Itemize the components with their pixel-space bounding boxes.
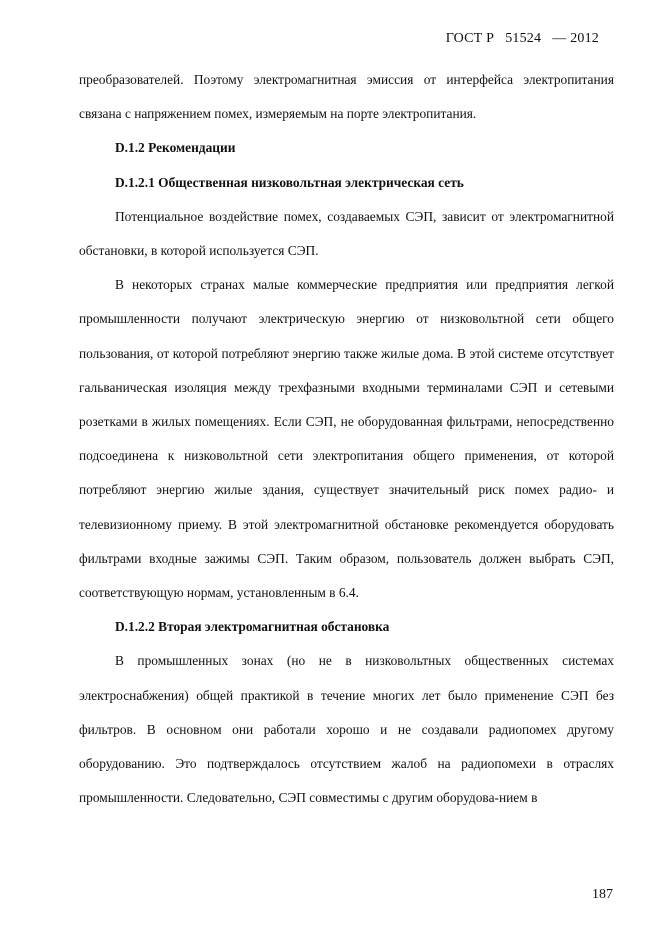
- paragraph-industrial-zones: В промышленных зонах (но не в низковольтных общественных системах электроснабжения) общей практикой в течение многих лет было применение СЭП без фильтров. В основном они работали хорошо и не создавали радиопомех другому оборудованию. Это подтверждалось отсутствием жалоб на радиопомехи в отраслях промышленности. Следовательно, СЭП совместимы с другим оборудова-нием в: [79, 653, 614, 806]
- subsection-heading-public-network: D.1.2.1 Общественная низковольтная электрическая сеть: [115, 174, 464, 190]
- paragraph-continuation: преобразователей. Поэтому электромагнитная эмиссия от интерфейса электропитания связана с напряжением помех, измеряемым на порте электропитания.: [79, 72, 614, 122]
- document-body: [79, 63, 614, 815]
- subsection-heading-second-environment: D.1.2.2 Вторая электромагнитная обстановка: [115, 619, 390, 635]
- paragraph-some-countries: В некоторых странах малые коммерческие предприятия или предприятия легкой промышленности получают электрическую энергию от низковольтной сети общего пользования, от которой потребляют энергию также жилые дома. В этой системе отсутствует гальваническая изоляция между трехфазными входными терминалами СЭП и сетевыми розетками в жилых помещениях. Если СЭП, не оборудованная фильтрами, непосредственно подсоединена к низковольтной сети электропитания общего применения, от которой потребляют энергию жилые здания, существует значительный риск помех радио- и телевизионному приему. В этой электромагнитной обстановке рекомендуется оборудовать фильтрами входные зажимы СЭП. Таким образом, пользователь должен выбрать СЭП, соответствующую нормам, установленным в 6.4.: [79, 277, 614, 601]
- paragraph-potential-impact: Потенциальное воздействие помех, создаваемых СЭП, зависит от электромагнитной обстановки, в которой используется СЭП.: [79, 208, 614, 259]
- page-number: 187: [592, 887, 613, 902]
- section-heading-recommendations: D.1.2 Рекомендации: [115, 140, 236, 156]
- page-header-standard: ГОСТ Р 51524 — 2012: [445, 31, 599, 46]
